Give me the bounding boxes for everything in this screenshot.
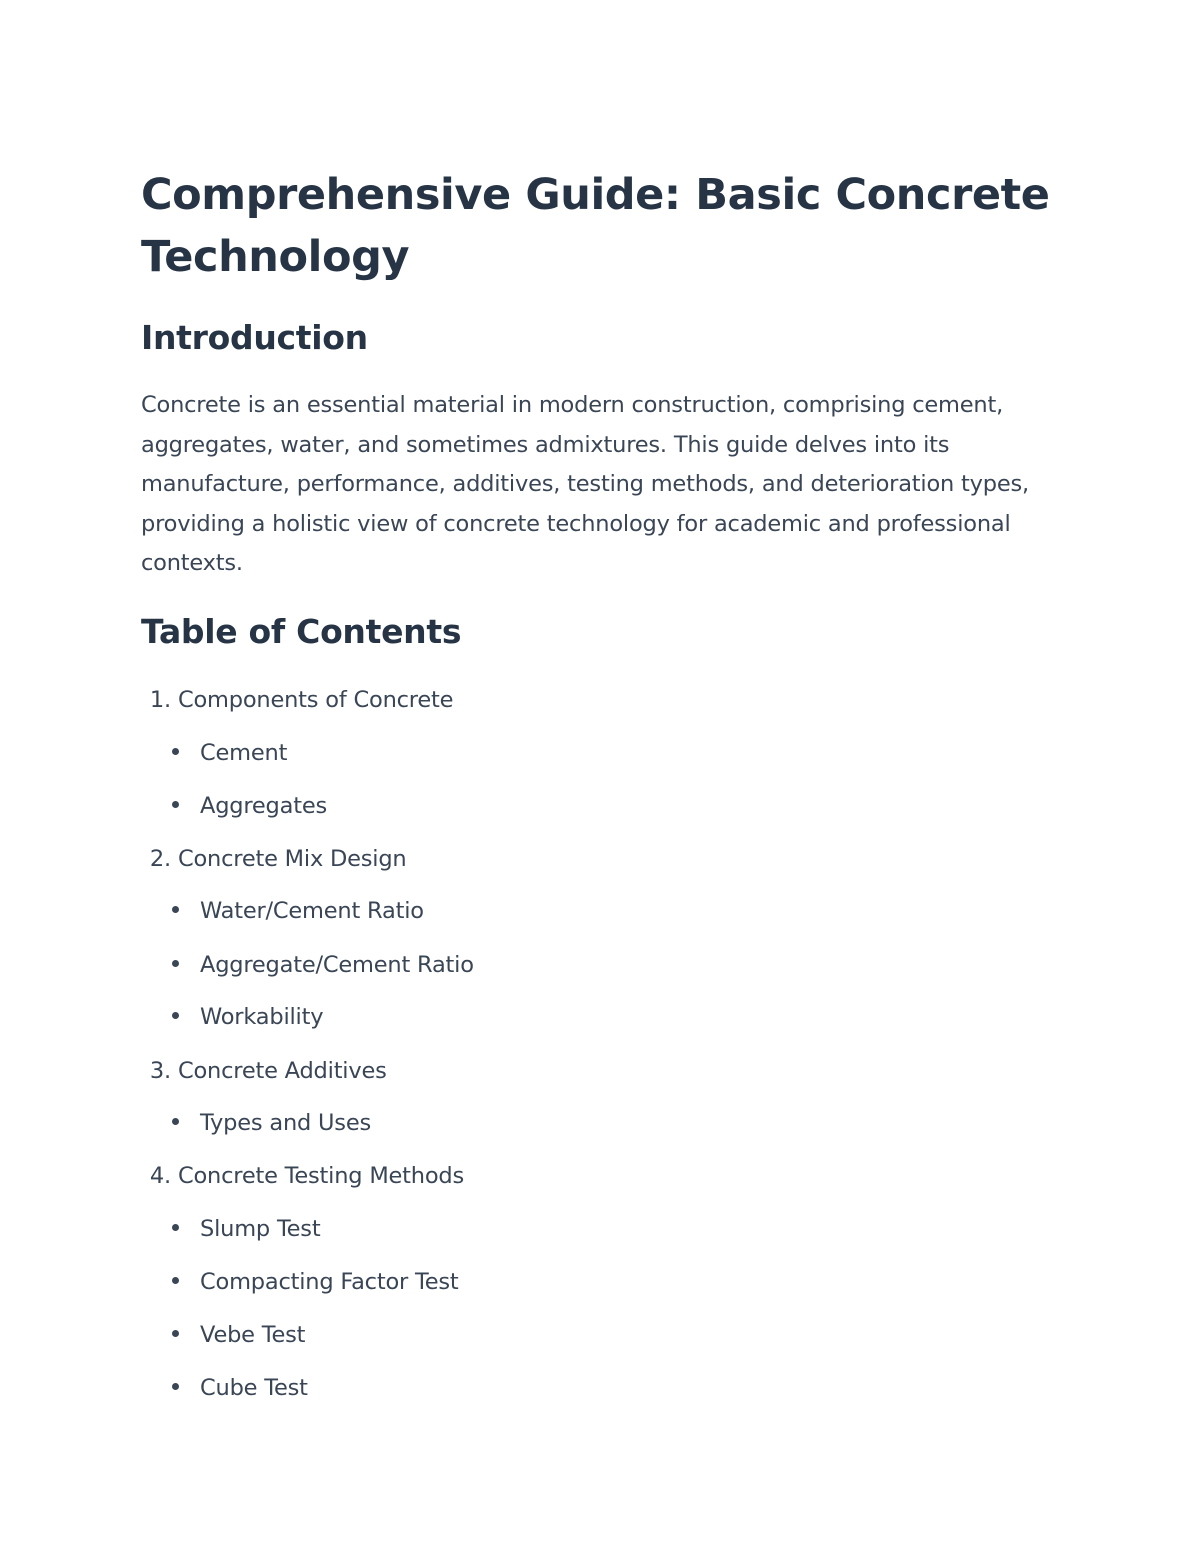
toc-item-components-of-concrete[interactable] [141, 685, 453, 715]
toc-item-concrete-additives[interactable] [141, 1056, 387, 1086]
toc-subitem-label: Compacting Factor Test [200, 1269, 459, 1295]
bullet-icon [172, 1012, 179, 1019]
bullet-icon [172, 1118, 179, 1125]
toc-item-label: Concrete Mix Design [177, 846, 407, 872]
document-title: Comprehensive Guide: Basic Concrete Technology [141, 170, 1050, 282]
bullet-icon [172, 1277, 179, 1284]
toc-subitem-cube-test[interactable] [172, 1373, 308, 1403]
toc-subitem-water-cement-ratio[interactable] [172, 896, 424, 926]
bullet-icon [172, 1383, 179, 1390]
toc-subitem-types-and-uses[interactable] [172, 1108, 371, 1138]
toc-subitem-aggregate-cement-ratio[interactable] [172, 950, 474, 980]
table-of-contents-heading: Table of Contents [141, 612, 462, 651]
toc-item-concrete-testing-methods[interactable] [141, 1161, 464, 1191]
toc-subitem-label: Aggregate/Cement Ratio [200, 952, 474, 978]
introduction-heading: Introduction [141, 318, 368, 357]
toc-subitem-compacting-factor-test[interactable] [172, 1267, 459, 1297]
toc-item-number: 1. [149, 687, 171, 713]
toc-item-number: 4. [149, 1163, 171, 1189]
toc-subitem-label: Water/Cement Ratio [200, 898, 424, 924]
toc-subitem-label: Vebe Test [200, 1322, 306, 1348]
toc-item-label: Components of Concrete [177, 687, 454, 713]
toc-item-number: 2. [149, 846, 171, 872]
bullet-icon [172, 1224, 179, 1231]
introduction-paragraph: Concrete is an essential material in modern construction, comprising cement, aggregates, water, and sometimes admixtures. This guide delves into its manufacture, performance, additives, testing methods, and deterioration types, providing a holistic view of concrete technology for academic and professional contexts. [141, 392, 1029, 577]
bullet-icon [172, 960, 179, 967]
toc-subitem-label: Workability [200, 1004, 324, 1030]
toc-item-number: 3. [149, 1058, 171, 1084]
toc-subitem-label: Aggregates [200, 793, 328, 819]
bullet-icon [172, 801, 179, 808]
toc-item-label: Concrete Additives [177, 1058, 387, 1084]
toc-subitem-vebe-test[interactable] [172, 1320, 305, 1350]
toc-subitem-label: Slump Test [200, 1216, 321, 1242]
toc-subitem-slump-test[interactable] [172, 1214, 320, 1244]
bullet-icon [172, 906, 179, 913]
toc-subitem-cement[interactable] [172, 738, 287, 768]
toc-item-label: Concrete Testing Methods [177, 1163, 465, 1189]
toc-subitem-label: Cube Test [200, 1375, 308, 1401]
toc-subitem-workability[interactable] [172, 1002, 323, 1032]
toc-subitem-label: Types and Uses [200, 1110, 371, 1136]
toc-item-concrete-mix-design[interactable] [141, 844, 407, 874]
bullet-icon [172, 748, 179, 755]
toc-subitem-aggregates[interactable] [172, 791, 327, 821]
toc-subitem-label: Cement [200, 740, 288, 766]
bullet-icon [172, 1330, 179, 1337]
